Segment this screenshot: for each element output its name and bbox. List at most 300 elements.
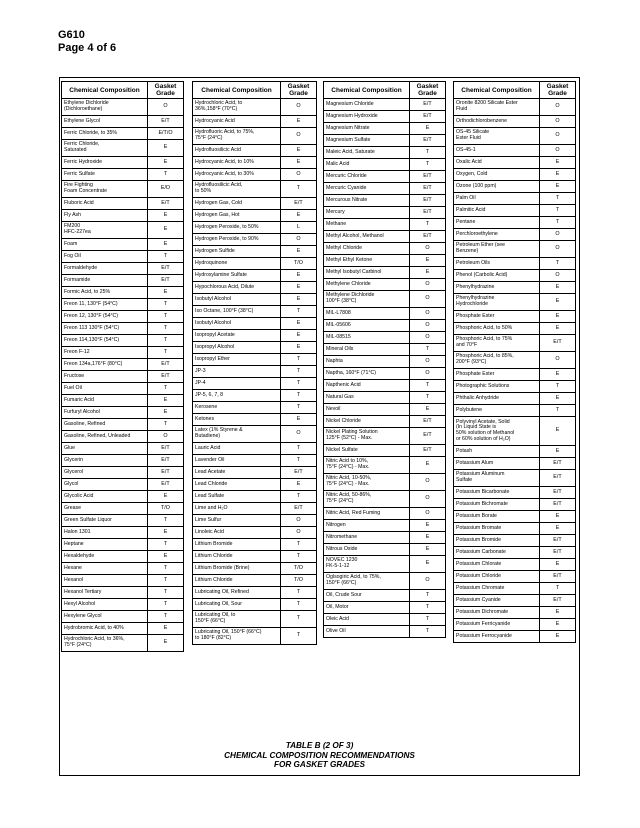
gasket-grade-cell: T <box>148 515 184 527</box>
chemical-name-cell: Lithium Chloride <box>193 551 281 563</box>
gasket-grade-cell: E/T <box>540 458 576 470</box>
chemical-name-cell: Hydrogen Gas, Cold <box>193 198 281 210</box>
gasket-grade-cell: E/T <box>148 116 184 128</box>
gasket-grade-cell: E <box>148 407 184 419</box>
gasket-grade-cell: E <box>410 123 446 135</box>
chemical-name-cell: Ethylene Glycol <box>62 116 148 128</box>
gasket-grade-cell: E <box>281 342 317 354</box>
chemical-name-cell: Fluboric Acid <box>62 198 148 210</box>
chemical-name-cell: Magnesium Nitrate <box>324 123 410 135</box>
table-row <box>454 282 576 294</box>
gasket-grade-cell: O <box>410 474 446 491</box>
chemical-name-cell: Oil, Crude Sour <box>324 590 410 602</box>
gasket-grade-cell: T <box>540 205 576 217</box>
table-row <box>62 491 184 503</box>
chemical-name-cell: Mercuric Cyanide <box>324 183 410 195</box>
chemical-name-cell: Hydrofluosilicic Acid <box>193 145 281 157</box>
gasket-grade-cell: E/T <box>410 171 446 183</box>
gasket-grade-cell: E/T <box>281 467 317 479</box>
table-row <box>324 356 446 368</box>
table-row <box>454 241 576 258</box>
table-row <box>454 352 576 369</box>
table-row <box>193 491 317 503</box>
chemical-name-cell: Fuel Oil <box>62 383 148 395</box>
chemical-name-cell: Nitrous Oxide <box>324 544 410 556</box>
table-row <box>324 183 446 195</box>
chemical-name-cell: Potassium Bicarbonate <box>454 487 540 499</box>
gasket-grade-cell: O <box>540 270 576 282</box>
table-row <box>193 527 317 539</box>
gasket-grade-cell: T <box>410 392 446 404</box>
chemical-name-cell: Phenylhydrazine Hydrochloride <box>454 294 540 311</box>
table-row <box>324 147 446 159</box>
gasket-grade-cell: E <box>540 559 576 571</box>
chemical-name-cell: OS-45 Silicate Ester Fluid <box>454 128 540 145</box>
gasket-grade-cell: T <box>148 611 184 623</box>
chemical-name-cell: Green Sulfate Liquor <box>62 515 148 527</box>
table-row <box>454 487 576 499</box>
document-id: G610 <box>58 29 85 41</box>
table-row <box>193 378 317 390</box>
chemical-name-cell: Hydrocyanic Acid, to 30% <box>193 169 281 181</box>
chemical-name-cell: Kerosene <box>193 402 281 414</box>
chemical-name-cell: Isopropyl Ether <box>193 354 281 366</box>
chemical-name-cell: Petroleum Oils <box>454 258 540 270</box>
table-row <box>193 282 317 294</box>
gasket-grade-cell: T <box>281 378 317 390</box>
chemical-name-cell: Phosphate Ester <box>454 369 540 381</box>
chem-table-3 <box>323 81 446 638</box>
table-row <box>193 467 317 479</box>
chemical-name-cell: Formaldehyde <box>62 263 148 275</box>
chemical-name-cell: Phosphoric Acid, to 75% and 70°F <box>454 335 540 352</box>
chemical-name-cell: Ethylene Dichloride (Dichloroethane) <box>62 99 148 116</box>
gasket-grade-cell: T <box>281 587 317 599</box>
gasket-grade-cell: E <box>281 318 317 330</box>
table-row <box>454 523 576 535</box>
chemical-name-cell: Hydrocyanic Acid, to 10% <box>193 157 281 169</box>
table-row <box>454 559 576 571</box>
table-row <box>324 457 446 474</box>
table-row <box>324 219 446 231</box>
chemical-name-cell: Hexane <box>62 563 148 575</box>
table-row <box>454 535 576 547</box>
chemical-name-cell: Naphta <box>324 356 410 368</box>
chemical-name-cell: Hypochlorous Acid, Dilute <box>193 282 281 294</box>
chemical-name-cell: Foam <box>62 239 148 251</box>
table-row <box>454 595 576 607</box>
table-row <box>62 251 184 263</box>
chemical-name-cell: Phosphoric Acid, to 85%, 200°F (93°C) <box>454 352 540 369</box>
gasket-grade-cell: E/T <box>148 467 184 479</box>
table-row <box>454 169 576 181</box>
chemical-name-cell: Gasoline, Refined <box>62 419 148 431</box>
chemical-name-cell: Olive Oil <box>324 626 410 638</box>
gasket-grade-cell: E <box>148 222 184 239</box>
gasket-grade-cell: T <box>148 335 184 347</box>
chemical-name-cell: Lithium Bromide <box>193 539 281 551</box>
table-row <box>193 258 317 270</box>
table-row <box>193 270 317 282</box>
table-row <box>62 222 184 239</box>
chemical-name-cell: Lithium Bromide (Brine) <box>193 563 281 575</box>
table-row <box>454 205 576 217</box>
chemical-name-cell: Ferric Chloride, to 35% <box>62 128 148 140</box>
table-row <box>62 181 184 198</box>
gasket-grade-cell: O <box>410 356 446 368</box>
chemical-name-cell: JP-3 <box>193 366 281 378</box>
table-row <box>193 181 317 198</box>
chemical-name-cell: Napthenic Acid <box>324 380 410 392</box>
gasket-grade-cell: T <box>281 611 317 628</box>
gasket-grade-cell: E <box>540 511 576 523</box>
table-row <box>324 267 446 279</box>
table-row <box>62 359 184 371</box>
gasket-grade-cell: T <box>410 626 446 638</box>
chemical-name-cell: Methyl Isobutyl Carbinol <box>324 267 410 279</box>
gasket-grade-cell: E <box>148 527 184 539</box>
table-row <box>62 99 184 116</box>
chemical-name-cell: Lauric Acid <box>193 443 281 455</box>
table-row <box>324 590 446 602</box>
gasket-grade-cell: E/T <box>540 470 576 487</box>
chemical-name-cell: Methane <box>324 219 410 231</box>
gasket-grade-cell: E <box>148 635 184 652</box>
table-row <box>454 470 576 487</box>
chemical-name-cell: NOVEC 1230 FK-5-1-12 <box>324 556 410 573</box>
table-row <box>193 515 317 527</box>
gasket-grade-cell: E/T <box>148 263 184 275</box>
gasket-grade-cell: E/T <box>410 99 446 111</box>
chemical-name-cell: Potassium Bromide <box>454 535 540 547</box>
chemical-name-cell: JP-4 <box>193 378 281 390</box>
table-row <box>62 623 184 635</box>
gasket-grade-cell: E <box>410 544 446 556</box>
chemical-name-cell: Lime and H₂O <box>193 503 281 515</box>
gasket-grade-cell: O <box>410 320 446 332</box>
chemical-composition-header: Chemical Composition <box>454 82 540 99</box>
chemical-name-cell: Palmitic Acid <box>454 205 540 217</box>
chemical-name-cell: Nickel Plating Solution 125°F (52°C) - Max. <box>324 428 410 445</box>
chemical-name-cell: Lead Chloride <box>193 479 281 491</box>
chemical-name-cell: Halon 1301 <box>62 527 148 539</box>
chemical-name-cell: Hydroxylamine Sulfate <box>193 270 281 282</box>
chemical-name-cell: Mineral Oils <box>324 344 410 356</box>
table-row <box>193 222 317 234</box>
table-row <box>193 169 317 181</box>
table-row <box>62 467 184 479</box>
table-row <box>454 311 576 323</box>
gasket-grade-cell: T <box>281 443 317 455</box>
chemical-name-cell: Phosphate Ester <box>454 311 540 323</box>
chemical-name-cell: Glycerol <box>62 467 148 479</box>
table-row <box>324 380 446 392</box>
chemical-name-cell: Hydrochloric Acid, to 36%, 75°F (24°C) <box>62 635 148 652</box>
gasket-grade-cell: O <box>410 243 446 255</box>
table-row <box>193 99 317 116</box>
chemical-name-cell: Oleic Acid <box>324 614 410 626</box>
table-row <box>324 279 446 291</box>
gasket-grade-cell: T <box>148 539 184 551</box>
gasket-grade-cell: E/T <box>410 445 446 457</box>
gasket-grade-cell: O <box>148 99 184 116</box>
gasket-grade-cell: E <box>540 157 576 169</box>
gasket-grade-cell: E <box>540 446 576 458</box>
gasket-grade-cell: O <box>410 573 446 590</box>
chemical-name-cell: Glue <box>62 443 148 455</box>
table-row <box>62 539 184 551</box>
chemical-name-cell: Hydrofluoric Acid, to 75%, 75°F (24°C) <box>193 128 281 145</box>
table-row <box>324 243 446 255</box>
chemical-name-cell: Potassium Chlorate <box>454 559 540 571</box>
table-row <box>324 626 446 638</box>
chemical-name-cell: Hexaldehyde <box>62 551 148 563</box>
chemical-name-cell: Petroleum Ether (see Benzene) <box>454 241 540 258</box>
gasket-grade-cell: O <box>281 169 317 181</box>
table-row <box>193 342 317 354</box>
chemical-name-cell: Methyl Ethyl Ketone <box>324 255 410 267</box>
table-row <box>62 431 184 443</box>
document-header <box>58 29 116 55</box>
table-row <box>62 275 184 287</box>
table-row <box>62 635 184 652</box>
chemical-composition-header: Chemical Composition <box>324 82 410 99</box>
gasket-grade-cell: E <box>540 523 576 535</box>
gasket-grade-cell: E <box>148 157 184 169</box>
chemical-name-cell: Iso Octane, 100°F (38°C) <box>193 306 281 318</box>
chemical-name-cell: MIL-05606 <box>324 320 410 332</box>
table-row <box>62 407 184 419</box>
gasket-grade-cell: T <box>410 147 446 159</box>
table-row <box>62 210 184 222</box>
chemical-name-cell: Fire Fighting Foam Concentrate <box>62 181 148 198</box>
gasket-grade-cell: O <box>281 234 317 246</box>
table-row <box>324 332 446 344</box>
table-row <box>324 532 446 544</box>
chemical-name-cell: Fly Ash <box>62 210 148 222</box>
chemical-name-cell: Isopropyl Alcohol <box>193 342 281 354</box>
gasket-grade-cell: E <box>410 520 446 532</box>
chemical-name-cell: Potassium Ferrocyanide <box>454 631 540 643</box>
gasket-grade-cell: E/T <box>540 595 576 607</box>
chemical-name-cell: Phenylhydrazine <box>454 282 540 294</box>
chemical-name-cell: Ferric Chloride, Saturated <box>62 140 148 157</box>
chemical-name-cell: Fructose <box>62 371 148 383</box>
table-row <box>62 299 184 311</box>
table-row <box>324 392 446 404</box>
table-row <box>454 405 576 417</box>
table-row <box>193 443 317 455</box>
chemical-name-cell: Freon 134a,176°F (80°C) <box>62 359 148 371</box>
gasket-grade-cell: E/T <box>540 487 576 499</box>
gasket-grade-cell: T <box>281 402 317 414</box>
table-row <box>62 587 184 599</box>
gasket-grade-cell: E <box>540 294 576 311</box>
gasket-grade-cell: E <box>148 210 184 222</box>
table-row <box>62 116 184 128</box>
gasket-grade-cell: T <box>281 551 317 563</box>
gasket-grade-cell: T <box>281 390 317 402</box>
gasket-grade-cell: T <box>540 381 576 393</box>
table-row <box>454 323 576 335</box>
table-row <box>193 128 317 145</box>
chemical-name-cell: Phthalic Anhydride <box>454 393 540 405</box>
gasket-grade-cell: E/T <box>410 231 446 243</box>
chemical-name-cell: Nitrogen <box>324 520 410 532</box>
chem-table-1 <box>61 81 184 652</box>
chemical-name-cell: Hydrobromic Acid, to 40% <box>62 623 148 635</box>
gasket-grade-cell: O <box>410 279 446 291</box>
gasket-grade-cell: E <box>540 607 576 619</box>
gasket-grade-cell: E/T <box>148 198 184 210</box>
chemical-name-cell: Oronite 8200 Silicate Ester Fluid <box>454 99 540 116</box>
chemical-name-cell: Freon 114,130°F (54°C) <box>62 335 148 347</box>
table-row <box>324 159 446 171</box>
chemical-name-cell: Hydroquinone <box>193 258 281 270</box>
table-row <box>62 515 184 527</box>
gasket-grade-cell: E <box>281 330 317 342</box>
table-row <box>324 573 446 590</box>
chem-table-2 <box>192 81 317 645</box>
gasket-grade-cell: E <box>540 181 576 193</box>
chem-table-4 <box>453 81 576 643</box>
gasket-grade-cell: T <box>148 599 184 611</box>
gasket-grade-cell: T <box>148 251 184 263</box>
table-row <box>193 587 317 599</box>
table-row <box>62 335 184 347</box>
gasket-grade-cell: E/T <box>148 455 184 467</box>
chemical-name-cell: Oglsogiric Acid, to 75%, 150°F (66°C) <box>324 573 410 590</box>
gasket-grade-cell: E <box>281 270 317 282</box>
table-row <box>324 207 446 219</box>
table-row <box>454 145 576 157</box>
chemical-name-cell: Hydrochloric Acid, to 36%,158°F (70°C) <box>193 99 281 116</box>
gasket-grade-cell: T <box>281 628 317 645</box>
gasket-grade-cell: O <box>540 99 576 116</box>
table-row <box>324 508 446 520</box>
chemical-name-cell: Photographic Solutions <box>454 381 540 393</box>
table-row <box>454 583 576 595</box>
gasket-grade-cell: E/T <box>540 535 576 547</box>
gasket-grade-cell: T <box>281 455 317 467</box>
table-row <box>62 383 184 395</box>
table-row <box>454 499 576 511</box>
gasket-grade-cell: E/O <box>148 181 184 198</box>
table-row <box>62 263 184 275</box>
table-row <box>62 198 184 210</box>
gasket-grade-cell: E <box>148 287 184 299</box>
gasket-grade-cell: T <box>281 306 317 318</box>
chemical-name-cell: Freon F-12 <box>62 347 148 359</box>
gasket-grade-cell: E <box>540 631 576 643</box>
table-row <box>193 210 317 222</box>
table-row <box>454 294 576 311</box>
chemical-name-cell: Hexanol <box>62 575 148 587</box>
table-row <box>193 402 317 414</box>
table-row <box>62 347 184 359</box>
table-row <box>454 393 576 405</box>
chemical-name-cell: Methylene Dichloride 100°F (38°C) <box>324 291 410 308</box>
chemical-name-cell: Freon 11, 130°F (54°C) <box>62 299 148 311</box>
chemical-name-cell: Lubricating Oil, Refined <box>193 587 281 599</box>
chemical-name-cell: Magnesium Chloride <box>324 99 410 111</box>
table-row <box>193 599 317 611</box>
table-row <box>62 443 184 455</box>
gasket-grade-cell: E <box>410 267 446 279</box>
table-row <box>454 547 576 559</box>
gasket-grade-cell: T <box>148 347 184 359</box>
table-row <box>454 511 576 523</box>
table-row <box>454 217 576 229</box>
gasket-grade-cell: O <box>540 145 576 157</box>
gasket-grade-cell: E/T <box>410 195 446 207</box>
gasket-grade-cell: E <box>281 246 317 258</box>
table-row <box>454 116 576 128</box>
table-row <box>193 330 317 342</box>
gasket-grade-cell: T <box>148 587 184 599</box>
gasket-grade-cell: E <box>540 323 576 335</box>
table-row <box>62 551 184 563</box>
gasket-grade-cell: E <box>281 414 317 426</box>
gasket-grade-cell: E <box>281 282 317 294</box>
gasket-grade-cell: O <box>540 241 576 258</box>
gasket-grade-cell: E <box>148 623 184 635</box>
table-row <box>193 145 317 157</box>
gasket-grade-cell: T <box>148 575 184 587</box>
chemical-name-cell: Polybutene <box>454 405 540 417</box>
table-row <box>454 193 576 205</box>
chemical-name-cell: Lime Sulfur <box>193 515 281 527</box>
gasket-grade-cell: O <box>281 426 317 443</box>
table-row <box>454 335 576 352</box>
chemical-name-cell: Potassium Bichromate <box>454 499 540 511</box>
chemical-name-cell: Grease <box>62 503 148 515</box>
chemical-name-cell: Palm Oil <box>454 193 540 205</box>
table-row <box>193 551 317 563</box>
chemical-name-cell: Oxalic Acid <box>454 157 540 169</box>
chemical-name-cell: Mercury <box>324 207 410 219</box>
chemical-name-cell: Potassium Chromate <box>454 583 540 595</box>
table-row <box>62 611 184 623</box>
chemical-name-cell: Nitromethane <box>324 532 410 544</box>
gasket-grade-cell: E/T <box>281 503 317 515</box>
table-row <box>62 563 184 575</box>
gasket-grade-cell: T <box>148 311 184 323</box>
chemical-name-cell: Isobutyl Alcohol <box>193 318 281 330</box>
table-row <box>324 135 446 147</box>
chemical-name-cell: Fumaric Acid <box>62 395 148 407</box>
table-row <box>193 198 317 210</box>
table-row <box>193 234 317 246</box>
table-row <box>324 602 446 614</box>
table-row <box>193 414 317 426</box>
chemical-name-cell: Hexanol Tertiary <box>62 587 148 599</box>
gasket-grade-cell: E/T <box>410 416 446 428</box>
gasket-grade-cell: O <box>410 508 446 520</box>
gasket-grade-cell: T <box>281 599 317 611</box>
chemical-name-cell: Glycol <box>62 479 148 491</box>
chemical-name-cell: Furfuryl Alcohol <box>62 407 148 419</box>
table-row <box>454 270 576 282</box>
chemical-name-cell: Methyl Chloride <box>324 243 410 255</box>
table-row <box>62 371 184 383</box>
gasket-grade-cell: E <box>410 556 446 573</box>
gasket-grade-cell: E/T <box>148 479 184 491</box>
gasket-grade-cell: E <box>281 116 317 128</box>
gasket-grade-cell: T <box>148 563 184 575</box>
table-row <box>454 619 576 631</box>
chemical-name-cell: Nickel Sulfate <box>324 445 410 457</box>
